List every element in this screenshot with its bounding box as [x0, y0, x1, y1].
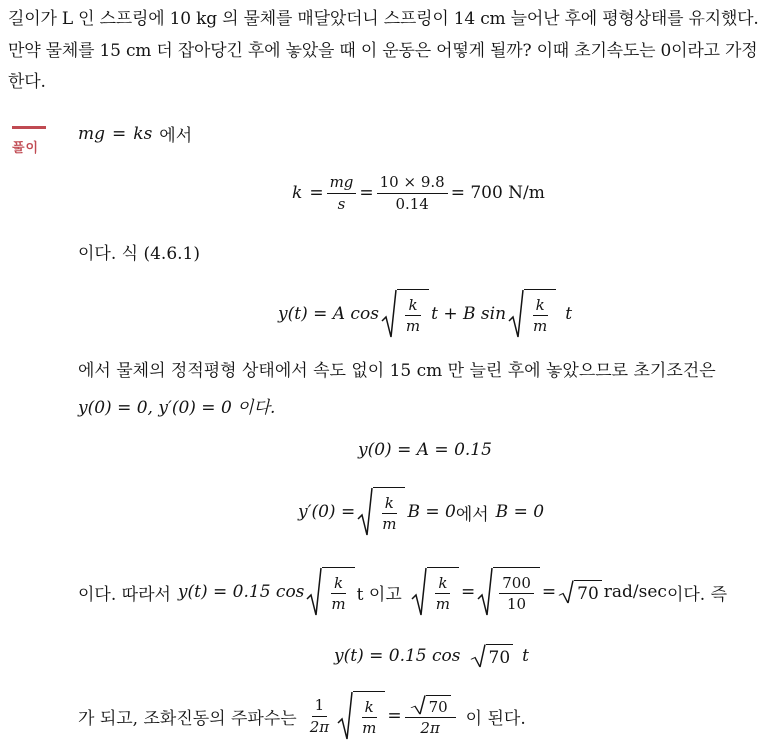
frac-num: k	[533, 297, 548, 317]
radical-sign	[410, 695, 426, 715]
eq-text-eseo: 에서	[159, 126, 193, 146]
frac-den: s	[337, 194, 346, 213]
frac-num: mg	[327, 174, 357, 194]
equation-k: k = $\frac{mg}{s}$ = $\frac{10 \times 9.8}{0.14}$ = 700 N/m	[292, 173, 545, 213]
eq-mg: mg	[78, 123, 106, 144]
eq-yprime-mid: B = 0	[407, 502, 456, 522]
eq-y-lhs: y(t) = A cos	[278, 304, 379, 324]
sqrt-k-over-m	[381, 289, 429, 339]
eq-y-tail: t	[565, 304, 573, 324]
solution-label	[12, 126, 48, 156]
frac-den: m	[405, 317, 421, 335]
frac-num: 1	[312, 697, 328, 717]
frac-den: m	[533, 317, 548, 335]
eq-k-result: = 700 N/m	[450, 183, 545, 203]
text-freq-tail: 이 된다.	[465, 708, 526, 729]
equation-y0-A: y(0) = A = 0.15	[358, 440, 492, 460]
eq-final-tail: t	[522, 646, 529, 666]
eq-y-particular: y(t) = 0.15 cos	[177, 582, 305, 602]
eq-y-mid: t + B sin	[431, 304, 507, 324]
frac-num: k	[405, 297, 420, 317]
equation-general-solution	[278, 288, 572, 340]
radical-sign	[357, 487, 373, 537]
sqrt-body: 70	[426, 695, 451, 715]
text-tail: 이다. 즉	[666, 584, 728, 605]
frac-den: 10	[507, 595, 527, 613]
text-unit: rad/sec	[603, 582, 667, 602]
equation-line-frequency: 가 되고, 조화진동의 주파수는 $\frac{1}{2\pi}$ $\frac{k}{m}$ = $\frac{70}{2\pi}$ 이 된다.	[78, 690, 526, 742]
frac-num: 700	[499, 575, 534, 595]
text-line-initial-conditions: 에서 물체의 정적평형 상태에서 속도 없이 15 cm 만 늘린 후에 놓았으므로 초기조건은	[78, 361, 716, 381]
fraction-numeric	[377, 174, 448, 212]
radical-sign	[306, 567, 322, 617]
radical-sign	[470, 644, 486, 668]
sqrt-70	[470, 644, 514, 668]
eq-yprime-text: 에서	[455, 504, 489, 525]
radical-sign	[558, 580, 574, 604]
frac-num: k	[382, 495, 397, 515]
eq-equals: =	[112, 123, 127, 144]
sqrt-k-over-m	[337, 691, 385, 741]
fraction-1-over-2pi	[307, 697, 332, 735]
frac-den: 2π	[309, 717, 330, 736]
radical-sign	[337, 691, 353, 741]
eq-ks: ks	[133, 123, 153, 144]
sqrt-body: 70	[574, 580, 602, 604]
solution-label-bar	[12, 126, 46, 129]
equation-final-solution	[334, 642, 529, 670]
frac-den: 0.14	[395, 194, 429, 213]
eq-yprime-lhs: y′(0) =	[298, 502, 356, 522]
frac-num: k	[435, 575, 450, 595]
sqrt-body: 70	[486, 644, 514, 668]
radical-sign	[477, 567, 493, 617]
text-freq-lead: 가 되고, 조화진동의 주파수는	[78, 708, 297, 729]
eq-k-lhs: k	[292, 183, 303, 203]
solution-label-text: 풀이	[12, 141, 40, 156]
frac-num: k	[362, 699, 377, 719]
text-t-igo: t 이고	[356, 584, 402, 605]
equation-mg-ks	[78, 121, 192, 146]
equation-yprime	[298, 486, 544, 538]
sqrt-k-over-m	[357, 487, 405, 537]
frac-num: k	[331, 575, 346, 595]
frac-den: m	[362, 719, 377, 737]
sqrt-700-over-10	[477, 567, 540, 617]
frac-den: 2π	[420, 719, 440, 738]
frac-num: 10 × 9.8	[377, 174, 448, 194]
frac-den: m	[435, 595, 450, 613]
frac-den: m	[382, 515, 397, 533]
problem-statement: 길이가 L 인 스프링에 10 kg 의 물체를 매달았더니 스프링이 14 cm 늘어난 후에 평형상태를 유지했다. 만약 물체를 15 cm 더 잡아당긴 후에 놓았을 때 이 운동은 어떻게 될까? 이때 초기속도는 0이라고 가정한다.	[8, 9, 759, 92]
fraction-mg-s	[327, 174, 357, 212]
radical-sign	[411, 567, 427, 617]
equation-line-particular: 이다. 따라서 y(t) = 0.15 cos $\frac{k}{m}$ t 이고 $\frac{k}{m}$ = $\frac{700}{10}$ = 70 rad/sec 이다. 즉	[78, 566, 727, 618]
text-line-initial-conditions-2: y(0) = 0, y′(0) = 0 이다.	[78, 398, 276, 418]
text-lead: 이다. 따라서	[78, 584, 171, 605]
frac-num	[405, 695, 456, 718]
radical-sign	[508, 289, 524, 339]
frac-den: m	[331, 595, 346, 613]
text-line-idata: 이다. 식 (4.6.1)	[78, 244, 200, 264]
eq-yprime-tail: B = 0	[495, 502, 545, 522]
sqrt-k-over-m	[306, 567, 354, 617]
fraction-sqrt70-over-2pi	[405, 695, 456, 737]
sqrt-k-over-m	[411, 567, 459, 617]
eq-final-lhs: y(t) = 0.15 cos	[334, 646, 461, 666]
sqrt-70	[558, 580, 602, 604]
sqrt-70	[410, 695, 451, 715]
sqrt-k-over-m	[508, 289, 556, 339]
radical-sign	[381, 289, 397, 339]
